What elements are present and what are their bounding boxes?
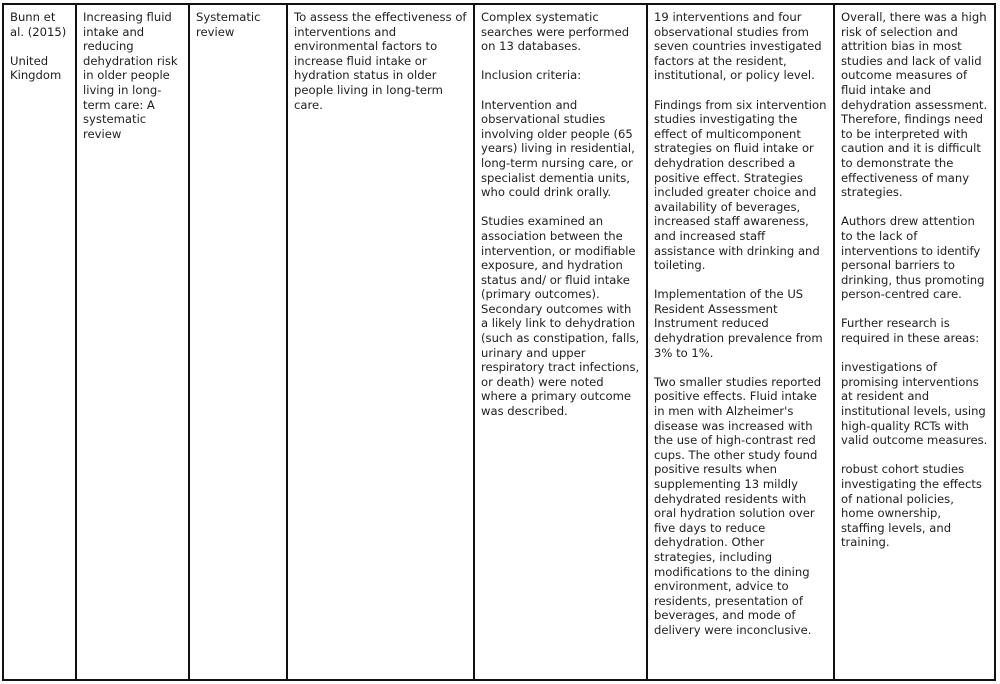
study-citation: Bunn et al. (2015) [10,10,67,39]
cell-conclusions [835,5,994,679]
findings-smaller-studies: Two smaller studies reported positive effects. Fluid intake in men with Alzheimer's disease was increased with the use of high-contrast red cups. The other study found positive results when supplementing 13 mildly dehydrated residents with oral hydration solution over five days to reduce dehydration. Other strategies, including modifications to the dining environment, advice to residents, presentation of beverages, and mode of delivery were inconclusive. [654,374,822,637]
cell-methods [475,5,648,679]
findings-rai: Implementation of the US Resident Assessment Instrument reduced dehydration prevalence from 3% to 1%. [654,287,823,360]
conclusions-cohort: robust cohort studies investigating the effects of national policies, home ownership, staffing levels, and training. [841,462,982,550]
cell-title [77,5,190,679]
cell-aim [288,5,475,679]
study-design: Systematic review [196,10,261,39]
conclusions-bias: Overall, there was a high risk of selection and attrition bias in most studies and lack of valid outcome measures of fluid intake and dehydration assessment. Therefore, findings need to be interpreted with caution and it is difficult to demonstrate the effectiveness of many strategies. [841,10,988,200]
methods-population: Intervention and observational studies involving older people (65 years) living in residential, long-term nursing care, or specialist dementia units, who could drink orally. [481,97,635,200]
findings-multicomponent: Findings from six intervention studies investigating the effect of multicomponent strategies on fluid intake or dehydration described a positive effect. Strategies included greater choice and availability of beverages, increased staff awareness, and increased staff assistance with drinking and toileting. [654,97,827,273]
conclusions-person-centred: Authors drew attention to the lack of interventions to identify personal barriers to drinking, thus promoting person-centred care. [841,214,985,302]
evidence-table-row [2,3,996,681]
methods-outcomes: Studies examined an association between the intervention, or modifiable exposure, and hydration status and/ or fluid intake (primary outcomes). Secondary outcomes with a likely link to dehydration (such as constipation, falls, urinary and upper respiratory tract infections, or death) were noted where a primary outcome was described. [481,214,640,419]
conclusions-research-heading: Further research is required in these areas: [841,316,980,346]
study-aim: To assess the effectiveness of interventions and environmental factors to increase fluid intake or hydration status in older people living in long-term care. [294,10,467,112]
cell-design [190,5,288,679]
methods-search: Complex systematic searches were performed on 13 databases. [481,10,630,54]
findings-overview: 19 interventions and four observational studies from seven countries investigated factors at the resident, institutional, or policy level. [654,10,822,83]
cell-study [4,5,77,679]
study-title: Increasing fluid intake and reducing dehydration risk in older people living in long-term care: A systematic review [83,10,178,141]
cell-findings [648,5,835,679]
conclusions-rct: investigations of promising interventions at resident and institutional levels, using high-quality RCTs with valid outcome measures. [841,360,988,448]
methods-inclusion-heading: Inclusion criteria: [481,68,582,83]
study-country: United Kingdom [10,53,62,83]
